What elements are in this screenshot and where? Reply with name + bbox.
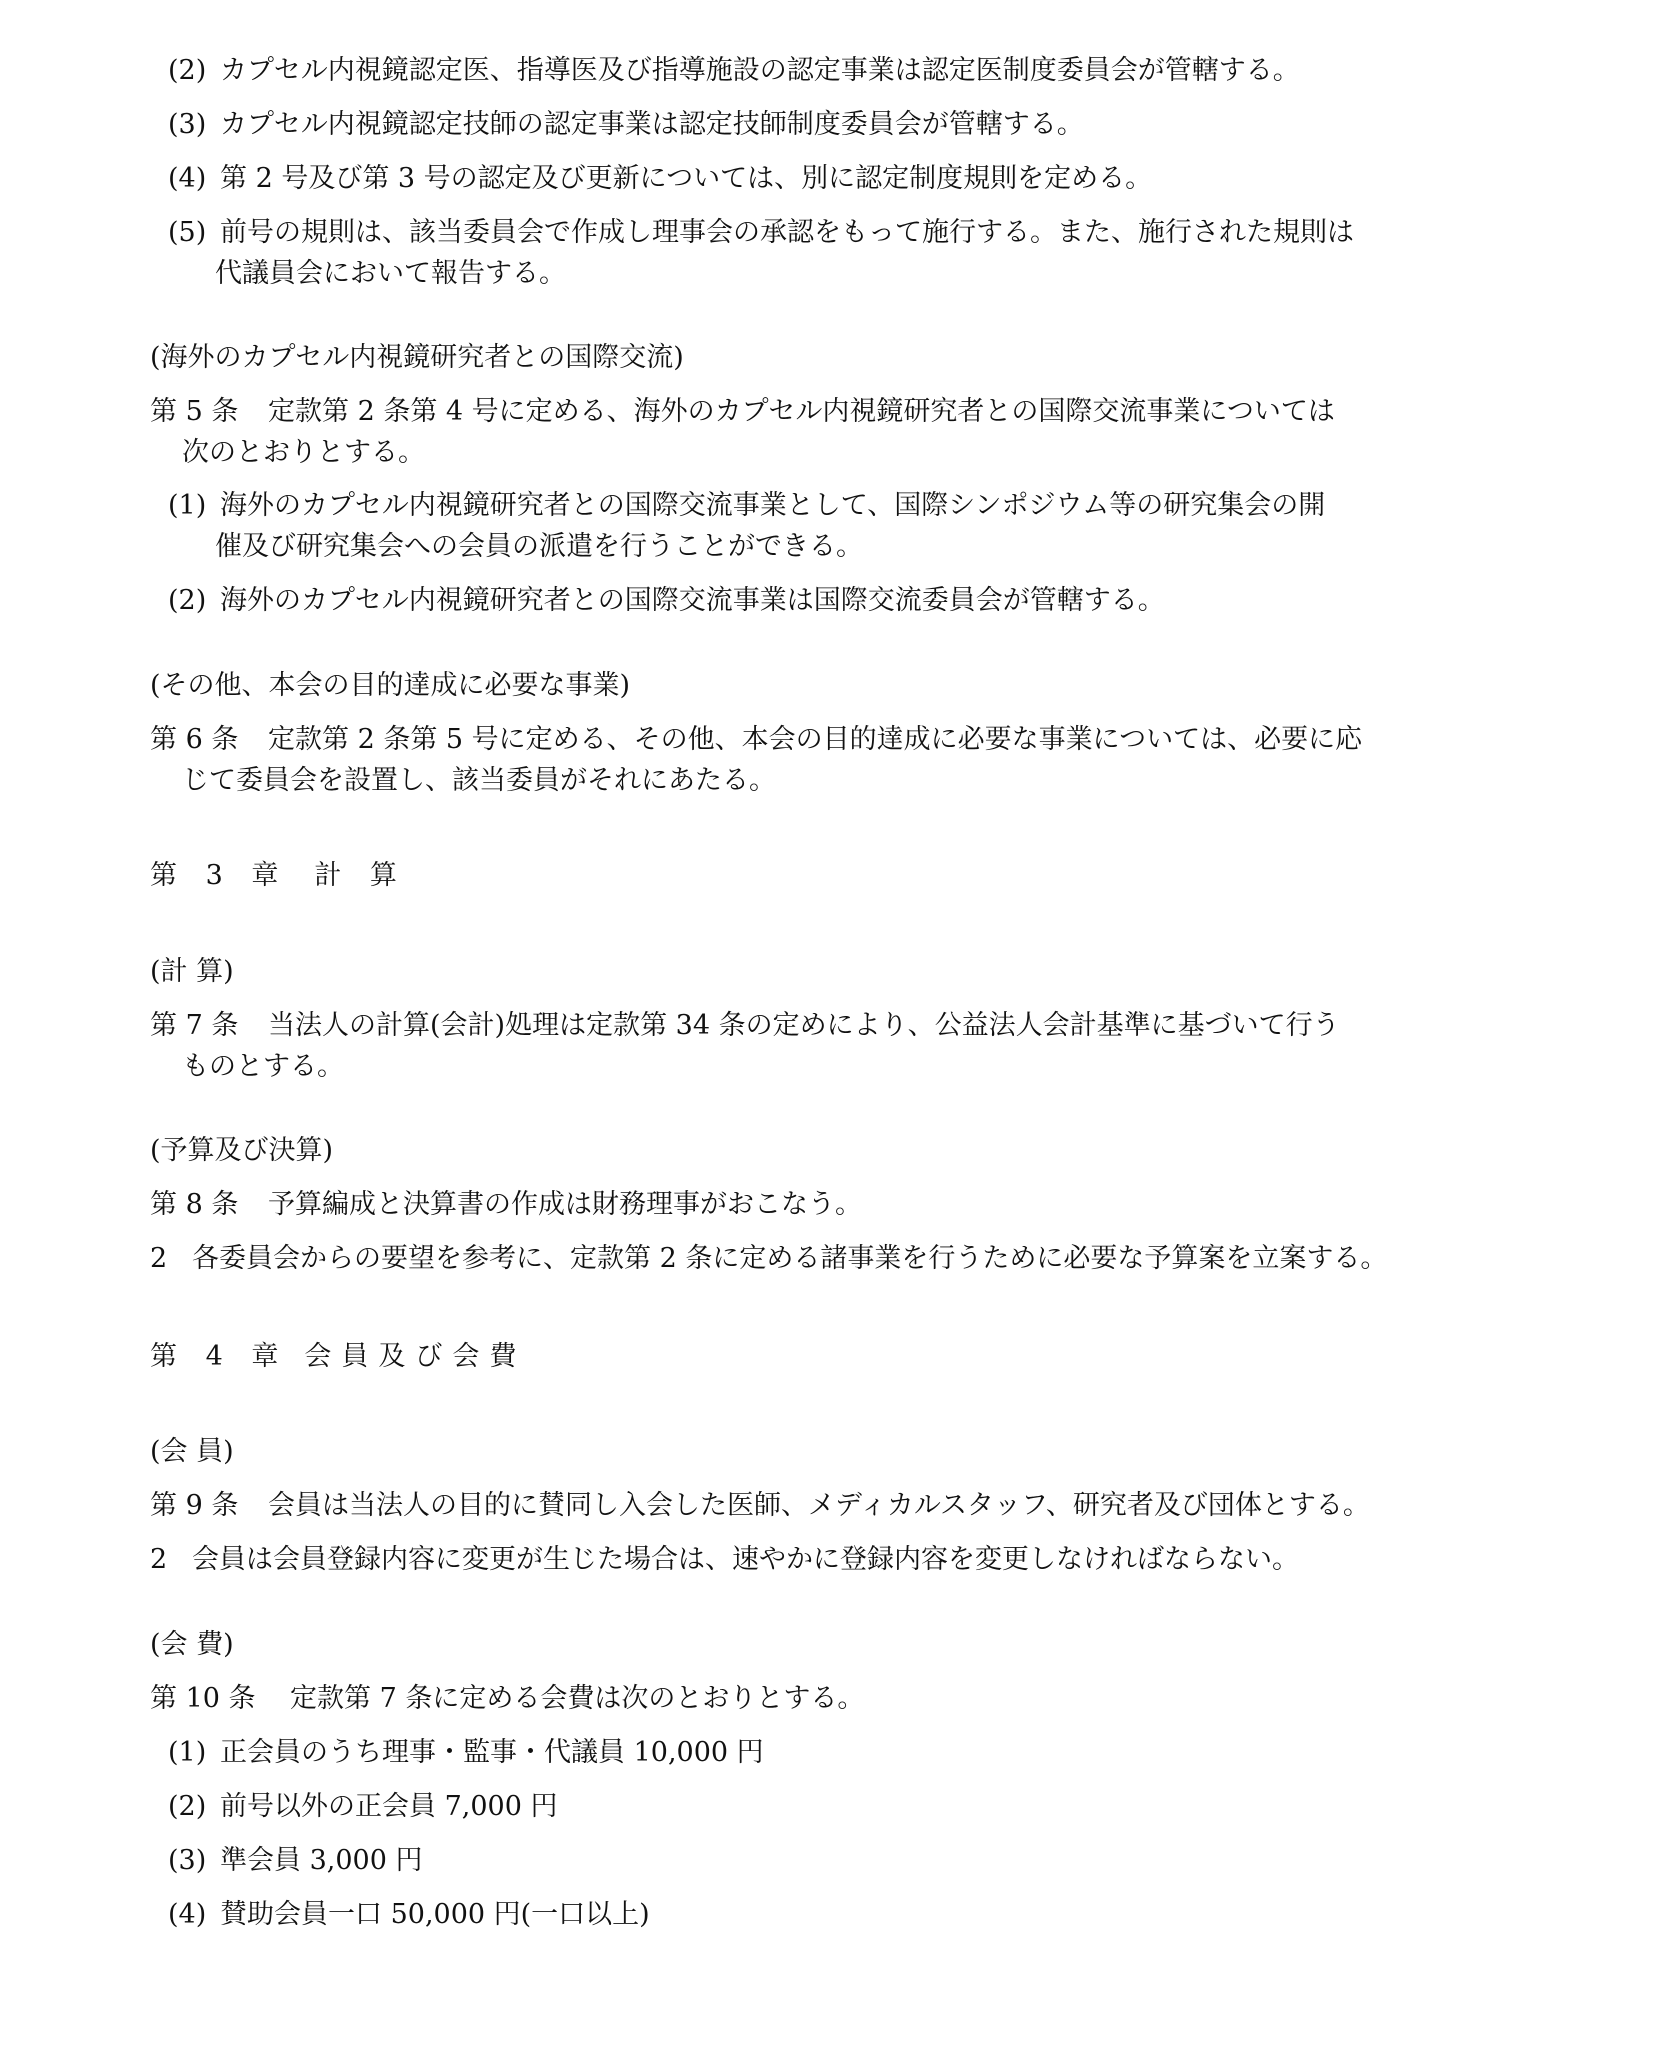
- article-text: 定款第 2 条第 4 号に定める、海外のカプセル内視鏡研究者との国際交流事業については: [268, 396, 1335, 427]
- item-number: (2): [168, 55, 207, 86]
- article-10-line: [150, 1681, 864, 1717]
- article-10-item-3: [168, 1843, 422, 1879]
- article-5-continuation: 次のとおりとする。: [182, 437, 425, 468]
- article-number: 第 7 条: [150, 1010, 239, 1041]
- article-5-item-1-continuation: 催及び研究集会への会員の派遣を行うことができる。: [215, 531, 863, 562]
- paragraph-text: 会員は会員登録内容に変更が生じた場合は、速やかに登録内容を変更しなければならない。: [192, 1544, 1299, 1575]
- item-text: 前号の規則は、該当委員会で作成し理事会の承認をもって施行する。また、施行された規則は: [220, 217, 1354, 248]
- article-text: 当法人の計算(会計)処理は定款第 34 条の定めにより、公益法人会計基準に基づいて行う: [268, 1010, 1340, 1041]
- item-text: 賛助会員一口 50,000 円(一口以上): [220, 1899, 650, 1930]
- article-10-item-2: [168, 1789, 557, 1825]
- item-4-line: [168, 161, 1152, 197]
- article-10-heading: (会 費): [150, 1629, 234, 1660]
- article-5-line: [150, 394, 1335, 430]
- article-6-line: [150, 722, 1362, 758]
- article-8-heading: (予算及び決算): [150, 1135, 334, 1166]
- chapter-name: 会員及び会費: [304, 1341, 527, 1372]
- article-number: 第 8 条: [150, 1189, 239, 1220]
- chapter-label: 第 3 章: [150, 860, 289, 891]
- article-text: 定款第 7 条に定める会費は次のとおりとする。: [290, 1683, 865, 1714]
- item-number: (5): [168, 217, 207, 248]
- chapter-name: 計 算: [314, 860, 407, 891]
- item-number: (1): [168, 490, 207, 521]
- chapter-4-title: [150, 1339, 526, 1375]
- article-9-paragraph-2: [150, 1542, 1299, 1578]
- paragraph-number: 2: [150, 1243, 168, 1274]
- article-5-heading: (海外のカプセル内視鏡研究者との国際交流): [150, 342, 684, 373]
- article-number: 第 10 条: [150, 1683, 256, 1714]
- item-text: 前号以外の正会員 7,000 円: [220, 1791, 558, 1822]
- article-6-heading: (その他、本会の目的達成に必要な事業): [150, 670, 631, 701]
- item-text: カプセル内視鏡認定医、指導医及び指導施設の認定事業は認定医制度委員会が管轄する。: [220, 55, 1300, 86]
- article-9-line: [150, 1488, 1370, 1524]
- item-number: (4): [168, 1899, 207, 1930]
- paragraph-text: 各委員会からの要望を参考に、定款第 2 条に定める諸事業を行うために必要な予算案を立案する。: [192, 1243, 1388, 1274]
- article-text: 定款第 2 条第 5 号に定める、その他、本会の目的達成に必要な事業については、必要に応: [268, 724, 1363, 755]
- article-8-paragraph-2: [150, 1241, 1387, 1277]
- item-5-continuation: 代議員会において報告する。: [215, 258, 566, 289]
- article-5-item-1: [168, 488, 1325, 524]
- item-text: 正会員のうち理事・監事・代議員 10,000 円: [220, 1737, 764, 1768]
- article-5-item-2: [168, 583, 1165, 619]
- item-number: (2): [168, 1791, 207, 1822]
- article-8-line: [150, 1187, 862, 1223]
- article-number: 第 9 条: [150, 1490, 239, 1521]
- item-number: (4): [168, 163, 207, 194]
- paragraph-number: 2: [150, 1544, 168, 1575]
- article-text: 会員は当法人の目的に賛同し入会した医師、メディカルスタッフ、研究者及び団体とする。: [268, 1490, 1370, 1521]
- article-6-continuation: じて委員会を設置し、該当委員がそれにあたる。: [182, 765, 776, 796]
- chapter-3-title: [150, 858, 407, 894]
- item-number: (3): [168, 1845, 207, 1876]
- article-number: 第 6 条: [150, 724, 239, 755]
- article-text: 予算編成と決算書の作成は財務理事がおこなう。: [268, 1189, 862, 1220]
- item-text: 準会員 3,000 円: [220, 1845, 423, 1876]
- item-text: 第 2 号及び第 3 号の認定及び更新については、別に認定制度規則を定める。: [220, 163, 1153, 194]
- item-5-line: [168, 215, 1354, 251]
- item-number: (2): [168, 585, 207, 616]
- item-text: 海外のカプセル内視鏡研究者との国際交流事業として、国際シンポジウム等の研究集会の開: [220, 490, 1326, 521]
- item-number: (3): [168, 109, 207, 140]
- item-number: (1): [168, 1737, 207, 1768]
- article-number: 第 5 条: [150, 396, 239, 427]
- article-7-heading: (計 算): [150, 956, 234, 987]
- item-text: カプセル内視鏡認定技師の認定事業は認定技師制度委員会が管轄する。: [220, 109, 1084, 140]
- article-10-item-1: [168, 1735, 764, 1771]
- item-text: 海外のカプセル内視鏡研究者との国際交流事業は国際交流委員会が管轄する。: [220, 585, 1165, 616]
- article-10-item-4: [168, 1897, 650, 1933]
- item-3-line: [168, 107, 1084, 143]
- item-2-line: [168, 53, 1300, 89]
- article-7-line: [150, 1008, 1340, 1044]
- article-9-heading: (会 員): [150, 1436, 234, 1467]
- article-7-continuation: ものとする。: [182, 1051, 344, 1082]
- chapter-label: 第 4 章: [150, 1341, 289, 1372]
